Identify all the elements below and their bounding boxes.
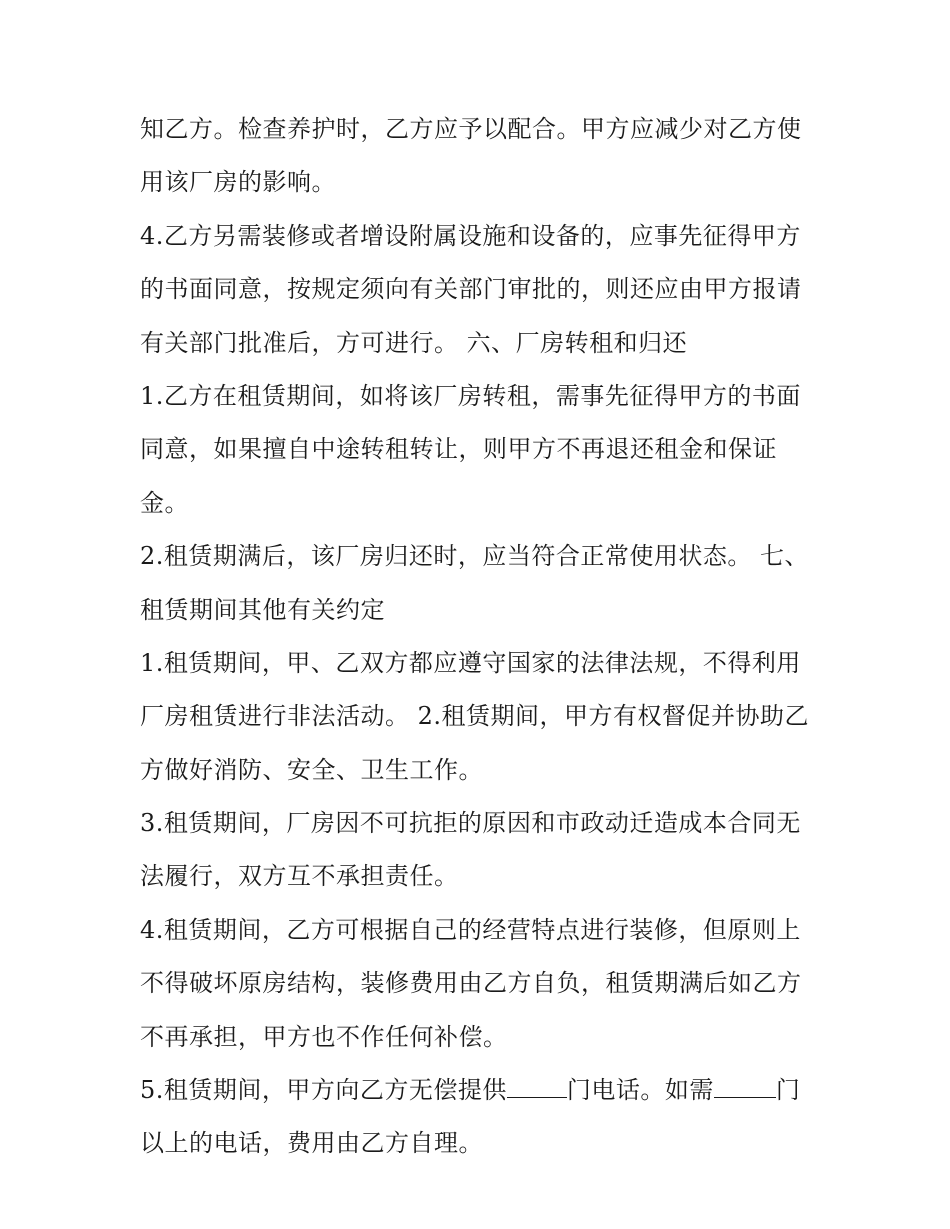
text-line: 法履行，双方互不承担责任。 xyxy=(140,862,459,891)
text-line: 的书面同意，按规定须向有关部门审批的，则还应由甲方报请 xyxy=(140,275,802,304)
phone-count-blank xyxy=(507,1077,567,1098)
document-body xyxy=(140,103,820,1171)
text-line: 知乙方。检查养护时，乙方应予以配合。甲方应减少对乙方使 xyxy=(140,115,802,143)
text-line: 金。 xyxy=(140,488,189,517)
text-line: 同意，如果擅自中途转租转让，则甲方不再退还租金和保证 xyxy=(140,435,777,464)
text-line: 4.租赁期间，乙方可根据自己的经营特点进行装修，但原则上 xyxy=(140,915,801,944)
text-line: 厂房租赁进行非法活动。 2.租赁期间，甲方有权督促并协助乙 xyxy=(140,702,810,731)
text-line: 3.租赁期间，厂房因不可抗拒的原因和市政动迁造成本合同无 xyxy=(140,809,801,838)
text-line: 方做好消防、安全、卫生工作。 xyxy=(140,755,483,784)
text-line: 1.租赁期间，甲、乙双方都应遵守国家的法律法规，不得利用 xyxy=(140,648,801,677)
text-line: 1.乙方在租赁期间，如将该厂房转租，需事先征得甲方的书面 xyxy=(140,381,801,410)
text-line: 租赁期间其他有关约定 xyxy=(140,595,385,624)
text-line: 不再承担，甲方也不作任何补偿。 xyxy=(140,1022,508,1051)
phone-clause-text: 门 xyxy=(775,1076,801,1105)
text-line: 2.租赁期满后，该厂房归还时，应当符合正常使用状态。 七、 xyxy=(140,542,810,571)
text-line: 有关部门批准后，方可进行。 六、厂房转租和归还 xyxy=(140,328,688,357)
phone-clause-line xyxy=(140,1064,820,1117)
text-line: 不得破坏原房结构，装修费用由乙方自负，租赁期满后如乙方 xyxy=(140,969,802,998)
text-line: 用该厂房的影响。 xyxy=(140,168,336,197)
phone-clause-text: 门电话。如需 xyxy=(566,1076,714,1105)
text-line: 以上的电话，费用由乙方自理。 xyxy=(140,1129,483,1158)
phone-clause-text: 5.租赁期间，甲方向乙方无偿提供 xyxy=(140,1076,507,1105)
text-line: 4.乙方另需装修或者增设附属设施和设备的，应事先征得甲方 xyxy=(140,221,801,250)
extra-phone-count-blank xyxy=(714,1077,776,1098)
